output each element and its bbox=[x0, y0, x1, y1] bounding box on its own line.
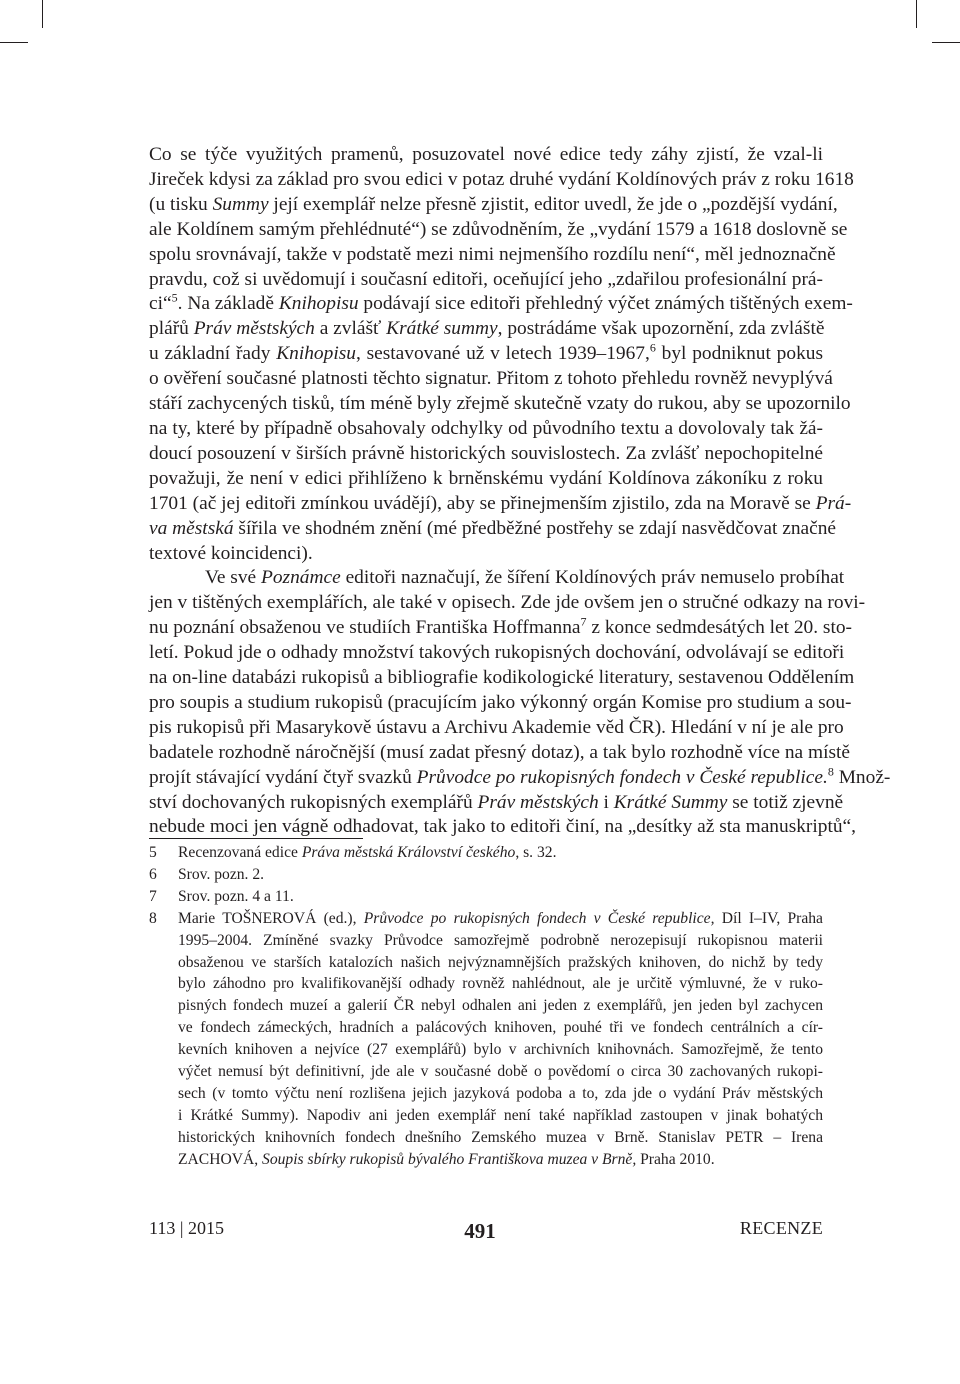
text-run: sech (v tomto výčtu není rozlišena jejich jazyková podoba a to, zda jde o vydání Práv městských bbox=[178, 1084, 823, 1102]
footnote-number: 6 bbox=[149, 865, 157, 883]
text-line bbox=[149, 467, 823, 492]
text-run: spolu srovnávají, takže v podstatě mezi nimi nejmenšího rozdílu není“, měl jednoznačně bbox=[149, 243, 836, 265]
text-run: projít stávající vydání čtyř svazků bbox=[149, 766, 417, 788]
text-line bbox=[149, 666, 855, 691]
text-run: u základní řady bbox=[149, 343, 277, 365]
text-line bbox=[149, 614, 853, 641]
text-line bbox=[149, 417, 823, 442]
italic-text: Práv městských bbox=[477, 791, 599, 813]
italic-text: Práv městských bbox=[193, 318, 315, 340]
crop-mark-top-right bbox=[916, 0, 917, 28]
footnote-line bbox=[178, 1061, 823, 1083]
issue-info: 113 | 2015 bbox=[149, 1218, 224, 1238]
text-run: Marie TOŠNEROVÁ (ed.), bbox=[178, 909, 364, 927]
text-run: pro soupis a studium rukopisů (pracujícím jako výkonný orgán Komise pro studium a sou- bbox=[149, 691, 852, 713]
text-line bbox=[149, 243, 836, 268]
text-run: 1995–2004. Zmíněné svazky Průvodce samozřejmě podrobně nerozepisují rukopisnou materii bbox=[178, 931, 823, 949]
text-run: Co se týče využitých pramenů, posuzovatel nové edice tedy záhy zjistí, že vzal-li bbox=[149, 144, 823, 165]
text-run: a zvlášť bbox=[314, 318, 387, 340]
text-line bbox=[149, 566, 845, 591]
footnote-line bbox=[178, 1017, 823, 1039]
italic-text: Krátké summy bbox=[386, 318, 498, 340]
text-run: editoři naznačují, že šíření Koldínových práv nemuselo probíhat bbox=[340, 567, 845, 589]
italic-text: Knihopisu bbox=[278, 293, 359, 315]
text-line bbox=[149, 168, 854, 193]
text-run: kevních knihoven a nejvíce (27 exemplářů) bylo v archivních knihovnách. Samozřejmě, že tento bbox=[178, 1041, 823, 1059]
text-line bbox=[149, 815, 857, 840]
text-run: o ověření současné platnosti těchto signatur. Přitom z tohoto přehledu rovněž nevyplývá bbox=[149, 368, 833, 390]
text-run: pravdu, což si uvědomují i současní editoři, oceňující jeho „zdařilou profesionální prá- bbox=[149, 268, 823, 290]
text-line bbox=[149, 342, 823, 367]
text-line bbox=[149, 442, 823, 467]
footnote-line bbox=[178, 864, 823, 886]
text-run: Ve své bbox=[205, 567, 262, 589]
footnote bbox=[149, 842, 823, 864]
text-run: letí. Pokud jde o odhady množství takových rukopisných dochování, odvolávají se editoři bbox=[149, 642, 845, 664]
text-run: podávají sice editoři přehledný výčet známých tištěných exem- bbox=[358, 293, 853, 315]
text-run: i Krátké Summy). Napodiv ani jeden exemplář není také například zastoupen v jinak bohatých bbox=[178, 1106, 823, 1124]
footnote-separator bbox=[149, 838, 363, 839]
text-line bbox=[149, 268, 823, 293]
text-run: Srov. pozn. 2. bbox=[178, 865, 265, 883]
footnote bbox=[149, 864, 823, 886]
text-line bbox=[149, 193, 838, 218]
text-run: Jireček kdysi za základ pro svou edici v potaz druhé vydání Koldínových práv z roku 1618 bbox=[149, 168, 854, 190]
text-run: výčet nemusí být definitivní, jde ale v současné době o povědomí o circa 30 zachovaných rukopi- bbox=[178, 1063, 823, 1081]
italic-text: Summy bbox=[212, 193, 269, 215]
text-run: bylo záhodno pro kvalifikovanější odhady rovněž nahlédnout, ale je určitě výmluvné, že v ruko- bbox=[178, 975, 823, 993]
text-run: (u tisku bbox=[149, 193, 213, 215]
text-run: ství dochovaných rukopisných exemplářů bbox=[149, 791, 478, 813]
text-run: ve fondech zámeckých, hradních a palácových knihoven, pouhé tři ve fondech centrálních a cír- bbox=[178, 1019, 823, 1037]
italic-text: Soupis sbírky rukopisů bývalého Františkova muzea v Brně, bbox=[262, 1150, 637, 1168]
text-run: plářů bbox=[149, 318, 194, 340]
crop-mark-left-top bbox=[0, 42, 28, 43]
text-line bbox=[149, 741, 851, 766]
italic-text: Průvodce po rukopisných fondech v České republice, bbox=[363, 909, 715, 927]
text-run: z konce sedmdesátých let 20. sto- bbox=[586, 617, 853, 639]
text-line bbox=[149, 691, 852, 716]
text-run: její exemplář nelze přesně zjistit, editor uvedl, že jde o „pozdější vydání, bbox=[268, 193, 838, 215]
footnote bbox=[149, 886, 823, 908]
page-number: 491 bbox=[464, 1219, 496, 1243]
text-run: na ty, které by případně obsahovaly odchylky od původního textu a dovolovaly tak žá- bbox=[149, 417, 823, 439]
issue-year: 2015 bbox=[187, 1218, 224, 1238]
footnote-line bbox=[178, 995, 823, 1017]
text-run: stáří zachycených tisků, tím méně byly zřejmě skutečně vzaty do rukou, aby se upozornilo bbox=[149, 393, 851, 415]
italic-text: Knihopisu bbox=[276, 343, 356, 365]
footnotes bbox=[149, 842, 823, 1171]
text-run: ci“ bbox=[149, 293, 172, 315]
text-run: pisných fondech muzeí a galerií ČR nebyl odhalen ani jeden z exemplářů, jen jeden byl zachycen bbox=[178, 997, 823, 1015]
text-line bbox=[149, 317, 823, 342]
footnote-line bbox=[178, 842, 823, 864]
text-line bbox=[149, 542, 823, 567]
text-line bbox=[149, 791, 844, 816]
text-run: ZACHOVÁ, bbox=[178, 1150, 263, 1168]
text-run: jen v tištěných exemplářích, ale také v opisech. Zde jde ovšem jen o stručné odkazy na rovi- bbox=[149, 592, 866, 614]
text-run: Praha 2010. bbox=[636, 1150, 715, 1168]
footnote-ref: 5 bbox=[171, 290, 178, 305]
text-run: se totiž zjevně bbox=[727, 791, 844, 813]
footnote-ref: 6 bbox=[649, 340, 656, 355]
footnote-ref: 8 bbox=[827, 764, 834, 779]
footnote-line bbox=[178, 1127, 823, 1149]
text-line bbox=[149, 290, 853, 317]
text-run: historických knihovních fondech dnešního Zemského muzea v Brně. Stanislav PETR – Irena bbox=[178, 1128, 823, 1146]
footnote-line bbox=[178, 1039, 823, 1061]
text-line bbox=[149, 218, 848, 243]
text-run: . Na základě bbox=[177, 293, 279, 315]
issue-number: 113 bbox=[149, 1218, 176, 1238]
italic-text: va městská bbox=[149, 517, 234, 539]
text-run: badatele rozhodně náročnější (musí zadat přesný dotaz), a tak bylo rozhodně více na místě bbox=[149, 741, 851, 763]
footnote-line bbox=[178, 908, 823, 930]
text-run: obsaženou ve starších katalozích našich nejvýznamnějších pražských knihoven, do nichž by tedy bbox=[178, 953, 823, 971]
text-run: , s. 32. bbox=[515, 844, 557, 861]
text-line bbox=[149, 591, 866, 616]
text-run: doucí posouzení v širších právně historických souvislostech. Za zvlášť nepochopitelné bbox=[149, 442, 823, 464]
text-line bbox=[149, 517, 837, 542]
text-run: nebude moci jen vágně odhadovat, tak jako to editoři činí, na „desítky až sta manuskriptů“, bbox=[149, 816, 857, 838]
italic-text: Práva městská Království českého bbox=[301, 844, 516, 861]
text-run: Srov. pozn. 4 a 11. bbox=[178, 887, 294, 905]
footnote-number: 8 bbox=[149, 909, 157, 927]
text-line bbox=[149, 143, 823, 168]
text-run: považuji, že není v edici přihlíženo k brněnskému vydání Koldínova zákoníku z roku bbox=[149, 467, 823, 489]
italic-text: Poznámce bbox=[261, 567, 341, 589]
text-run: byl podniknut pokus bbox=[655, 343, 824, 365]
text-line bbox=[149, 764, 891, 791]
footnote-line bbox=[178, 1105, 823, 1127]
text-run: , sestavované už v letech 1939–1967, bbox=[355, 343, 650, 365]
crop-mark-right-top bbox=[932, 42, 960, 43]
footnote-line bbox=[178, 886, 823, 908]
footnote-line bbox=[178, 973, 823, 995]
text-run: Díl I–IV, Praha bbox=[714, 909, 823, 927]
text-run: i bbox=[598, 791, 614, 813]
text-line bbox=[149, 716, 844, 741]
text-run: šířila ve shodném znění (mé předběžné postřehy se zdají nasvědčovat značné bbox=[233, 517, 837, 539]
text-run: Množ- bbox=[833, 766, 891, 788]
footnote-line bbox=[178, 1083, 823, 1105]
text-run: textové koincidenci). bbox=[149, 542, 313, 564]
text-line bbox=[149, 392, 851, 417]
crop-mark-top-left bbox=[42, 0, 43, 28]
footnote-line bbox=[178, 930, 823, 952]
text-line bbox=[149, 641, 845, 666]
text-run: na on-line databázi rukopisů a bibliografie kodikologické literatury, sestavenou Oddělením bbox=[149, 667, 855, 689]
text-line bbox=[149, 367, 833, 392]
text-run: 1701 (ač jej editoři zmínkou uvádějí), aby se přinejmenším zjistilo, zda na Moravě se bbox=[149, 492, 816, 514]
text-run: pis rukopisů při Masarykově ústavu a Archivu Akademie věd ČR). Hledání v ní je ale pro bbox=[149, 716, 844, 738]
section-name: RECENZE bbox=[739, 1218, 823, 1238]
text-run: ale Koldínem samým přehlédnuté“) se zdůvodněním, že „vydání 1579 a 1618 doslovně se bbox=[149, 218, 848, 240]
footnote-number: 7 bbox=[149, 887, 157, 905]
text-line bbox=[149, 492, 852, 517]
main-text bbox=[149, 143, 891, 840]
italic-text: Krátké Summy bbox=[613, 791, 728, 813]
footnote-line bbox=[178, 1149, 823, 1171]
footnote-line bbox=[178, 952, 823, 974]
italic-text: Prá- bbox=[815, 492, 852, 514]
footnote-number: 5 bbox=[149, 844, 157, 861]
italic-text: Průvodce po rukopisných fondech v České republice. bbox=[416, 766, 828, 788]
text-run: nu poznání obsaženou ve studiích Františka Hoffmanna bbox=[149, 617, 581, 639]
text-run: , postrádáme však upozornění, zda zvláště bbox=[497, 318, 825, 340]
footnote bbox=[149, 908, 823, 1171]
footnote-ref: 7 bbox=[580, 614, 587, 629]
text-run: Recenzovaná edice bbox=[178, 844, 302, 861]
